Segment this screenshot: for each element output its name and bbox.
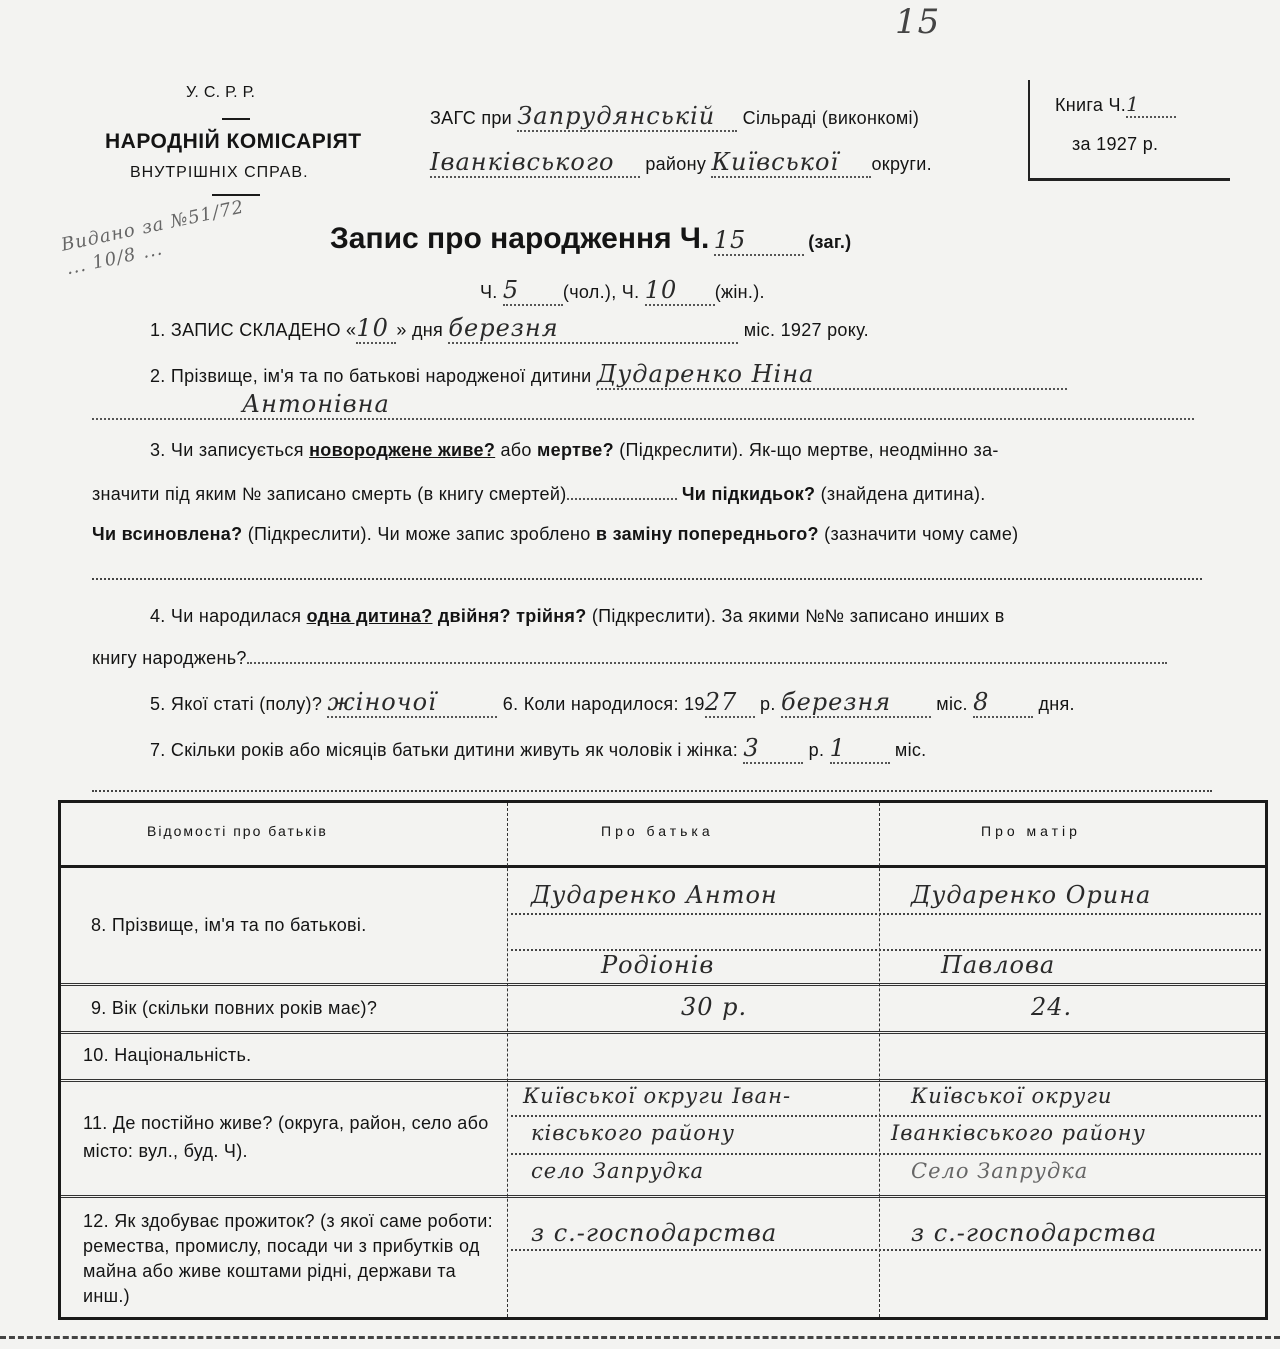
- item-2: [150, 360, 1067, 390]
- text: (знайдена дитина).: [820, 484, 986, 504]
- text: новороджене живе?: [309, 440, 496, 460]
- item-5-label: 5. Якої статі (полу)?: [150, 694, 323, 714]
- row-rule: [61, 1195, 1265, 1198]
- count-label: Ч.: [480, 282, 498, 302]
- father-residence-3: село Запрудка: [531, 1159, 705, 1183]
- mother-name-2: Павлова: [941, 951, 1056, 979]
- mother-residence-2: Іванківського району: [891, 1121, 1146, 1145]
- sub-rule: [511, 1115, 1261, 1117]
- sub-rule: [511, 913, 1261, 915]
- col-divider: [879, 803, 880, 1317]
- department-label: ВНУТРІШНІХ СПРАВ.: [130, 164, 309, 181]
- father-name-1: Дударенко Антон: [531, 881, 778, 909]
- book-label: Книга Ч.: [1055, 95, 1127, 115]
- text: трійня?: [516, 606, 587, 626]
- text: дня.: [1038, 694, 1075, 714]
- text: (Підкреслити). Як-що мертве, неодмінно за-: [619, 440, 999, 460]
- row-11-label: 11. Де постійно живе? (округа, район, село або місто: вул., буд. Ч).: [83, 1113, 489, 1161]
- text: р.: [808, 740, 825, 760]
- female-label: (жін.).: [714, 282, 765, 302]
- sub-rule: [511, 1153, 1261, 1155]
- item-6-year: 27: [705, 688, 755, 718]
- text: 4. Чи народилася: [150, 606, 302, 626]
- blank: [567, 498, 677, 500]
- col-divider: [507, 803, 508, 1317]
- record-suffix: (заг.): [808, 232, 852, 252]
- zags-value: Запрудянській: [517, 102, 737, 132]
- text: книгу народжень?: [92, 648, 247, 668]
- item-7: [150, 734, 926, 764]
- row-rule: [61, 1031, 1265, 1034]
- silradi-label: Сільраді (виконкомі): [742, 108, 920, 128]
- zags-line: [430, 102, 919, 132]
- item-4-line-2: [92, 648, 1167, 669]
- text: (Підкреслити). Чи може запис зроблено: [247, 524, 591, 544]
- item-7-years: 3: [743, 734, 803, 764]
- text: Чи всиновлена?: [92, 524, 243, 544]
- male-label: (чол.), Ч.: [562, 282, 640, 302]
- text: (Підкреслити). За якими №№ записано инших в: [591, 606, 1005, 626]
- father-occupation: з с.-господарства: [531, 1219, 778, 1247]
- year-label: за 1927 р.: [1072, 134, 1159, 154]
- book-line: [1055, 92, 1176, 118]
- blank-line: [92, 790, 1212, 792]
- okruha-label: округи.: [871, 154, 932, 174]
- item-1-day: 10: [356, 314, 396, 344]
- text: Чи підкидьок?: [681, 484, 816, 504]
- corner-number: 15: [895, 2, 941, 42]
- item-5-value: жіночої: [327, 688, 497, 718]
- text: р.: [760, 694, 776, 714]
- divider: [222, 118, 250, 120]
- margin-note: Видано за №51/72 ... 10/8 ...: [59, 196, 247, 280]
- text: 3. Чи записується: [150, 440, 304, 460]
- mother-name-1: Дударенко Орина: [911, 881, 1152, 909]
- zags-label: ЗАГС при: [430, 108, 513, 128]
- row-10-label: 10. Національність.: [83, 1045, 252, 1065]
- item-1-end: міс. 1927 року.: [743, 320, 869, 340]
- book-box: [1028, 80, 1230, 181]
- republic-label: У. С. Р. Р.: [186, 84, 256, 101]
- female-count: 10: [645, 276, 715, 306]
- record-title: Запис про народження Ч.: [330, 222, 710, 255]
- mother-residence-3: Село Запрудка: [911, 1159, 1089, 1183]
- mother-age: 24.: [1031, 993, 1073, 1021]
- father-name-2: Родіонів: [601, 951, 715, 979]
- blank: [247, 662, 1167, 664]
- raion-value: Іванківського: [430, 148, 640, 178]
- commissariat-label: НАРОДНІЙ КОМІСАРІЯТ: [105, 130, 362, 153]
- item-2-label: 2. Прізвище, ім'я та по батькові народженої дитини: [150, 366, 592, 386]
- item-5-6: [150, 688, 1075, 718]
- item-1: [150, 314, 869, 344]
- item-3-line-3: [92, 524, 1018, 545]
- text: двійня?: [437, 606, 511, 626]
- text: мертве?: [537, 440, 614, 460]
- father-residence-1: Київської округи Іван-: [523, 1084, 792, 1108]
- item-3-line-1: [150, 440, 999, 461]
- raion-label: району: [645, 154, 707, 174]
- item-7-label: 7. Скільки років або місяців батьки дитини живуть як чоловік і жінка:: [150, 740, 739, 760]
- blank-line: [92, 578, 1202, 580]
- item-2-value-1: Дударенко Ніна: [597, 360, 1067, 390]
- row-rule: [61, 983, 1265, 986]
- item-3-line-2: [92, 484, 986, 505]
- header-mother: Про матір: [981, 823, 1081, 839]
- item-2-value-2: Антонівна: [242, 390, 390, 418]
- row-8-label: 8. Прізвище, ім'я та по батькові.: [91, 915, 367, 935]
- counts-line: [480, 276, 765, 306]
- book-value: 1: [1126, 92, 1176, 118]
- record-title-line: [330, 222, 851, 256]
- item-1-mid: » дня: [396, 320, 444, 340]
- item-6-month: березня: [781, 688, 931, 718]
- bottom-rule: [0, 1336, 1280, 1339]
- text: або: [500, 440, 532, 460]
- row-9-label: 9. Вік (скільки повних років має)?: [91, 998, 378, 1018]
- father-residence-2: ківського району: [531, 1121, 735, 1145]
- text: (зазначити чому саме): [824, 524, 1019, 544]
- row-12-label: 12. Як здобуває прожиток? (з якої саме роботи: ремества, промислу, посади чи з прибутків од майна або живе коштами рідні, держави та инш.): [83, 1211, 493, 1306]
- item-1-label: 1. ЗАПИС СКЛАДЕНО «: [150, 320, 357, 340]
- item-7-months: 1: [830, 734, 890, 764]
- parents-table: [58, 800, 1268, 1320]
- text: значити під яким № записано смерть (в книгу смертей): [92, 484, 567, 504]
- item-6-label: 6. Коли народилося: 19: [502, 694, 705, 714]
- item-1-month: березня: [448, 314, 738, 344]
- header-rule: [61, 865, 1265, 868]
- text: міс.: [894, 740, 927, 760]
- okruha-value: Київської: [711, 148, 871, 178]
- male-count: 5: [503, 276, 563, 306]
- item-6-day: 8: [973, 688, 1033, 718]
- text: в заміну попереднього?: [595, 524, 819, 544]
- text: одна дитина?: [306, 606, 433, 626]
- sub-rule: [511, 1249, 1261, 1251]
- mother-residence-1: Київської округи: [911, 1084, 1113, 1108]
- mother-occupation: з с.-господарства: [911, 1219, 1158, 1247]
- text: міс.: [936, 694, 968, 714]
- row-rule: [61, 1079, 1265, 1082]
- record-number: 15: [714, 226, 804, 256]
- father-age: 30 р.: [681, 993, 748, 1021]
- header-father: Про батька: [601, 823, 714, 839]
- header-info: Відомості про батьків: [147, 823, 328, 839]
- raion-line: [430, 148, 932, 178]
- item-4-line-1: [150, 606, 1005, 627]
- item-2-cont: [92, 390, 1194, 420]
